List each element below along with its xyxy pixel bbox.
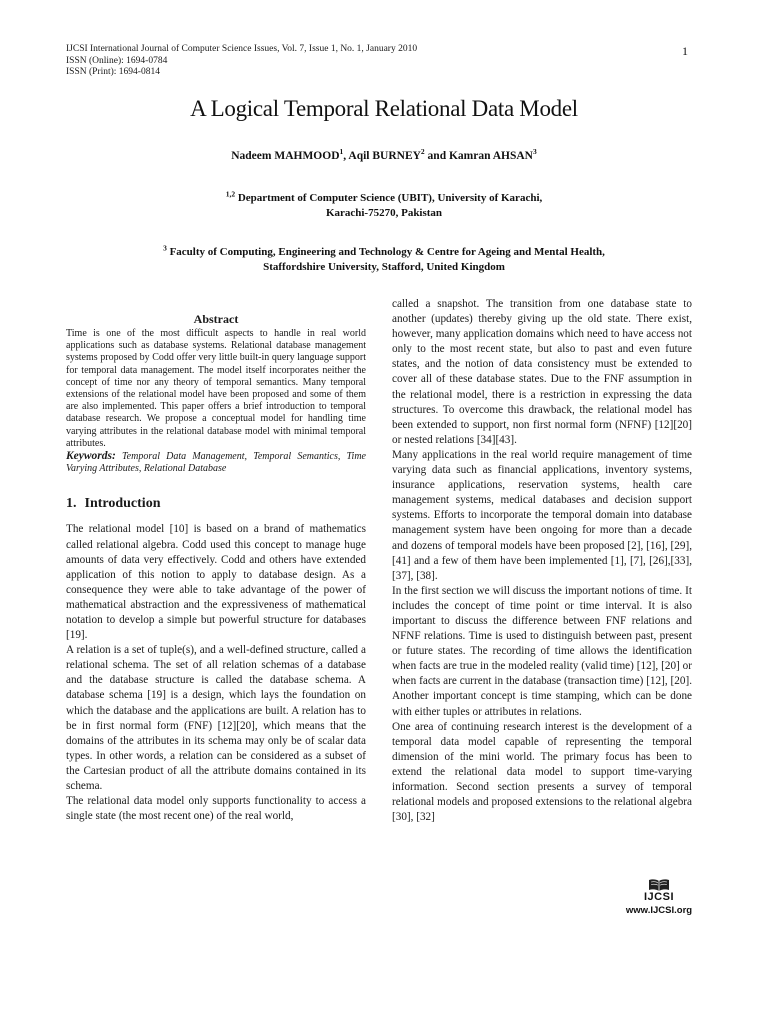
issn-print: ISSN (Print): 1694-0814 xyxy=(66,67,160,77)
keywords xyxy=(66,450,366,475)
author-affiliation-mark: 3 xyxy=(533,147,537,157)
paragraph: One area of continuing research interest is the development of a temporal data model capable of representing the temporal dimension of the mini world. The primary focus has been to extend the relational data model to support time-varying information. Second section presents a survey of temporal relational models and proposed extensions to the relational algebra [30], [32] xyxy=(392,720,692,824)
author-affiliation-mark: 2 xyxy=(420,147,425,157)
journal-citation: IJCSI International Journal of Computer Science Issues, Vol. 7, Issue 1, No. 1, January 2010 xyxy=(66,44,418,54)
author-name: Nadeem MAHMOOD xyxy=(231,150,340,162)
logo-name: IJCSI xyxy=(643,891,674,903)
affiliation-1 xyxy=(0,191,768,221)
affiliation-2 xyxy=(0,245,768,275)
paragraph: Many applications in the real world require management of time varying data such as financial applications, inventory systems, insurance applications, reservation systems, health care management systems, medical databases and decision support systems. Efforts to incorporate the temporal domain into database management system have been ongoing for more than a decade and dozens of temporal models have been proposed [2], [16], [29], [41] and a few of them have been implemented [1], [7], [26],[33], [37], [38]. xyxy=(392,448,692,582)
affiliation-line: Faculty of Computing, Engineering and Technology & Centre for Ageing and Mental Health, xyxy=(169,246,605,258)
section-number: 1. xyxy=(66,496,77,512)
affiliation-line: Department of Computer Science (UBIT), University of Karachi, xyxy=(237,192,543,204)
author-separator: , xyxy=(343,150,349,162)
affiliation-mark: 3 xyxy=(163,243,167,253)
open-book-icon xyxy=(648,878,670,892)
paragraph: called a snapshot. The transition from one database state to another (updates) thereby giving up the old state. There exist, however, many application domains which need to have access not only to the most recent state, but also to past and even future states, and the notion of data consistency must be extended to cover all of these database states. Due to the FNF assumption in the relational model, there is a restriction in expressing the data structures. To overcome this drawback, the relational model has been extended to support, non first normal form (NFNF) [12][20] or nested relations [34][43]. xyxy=(392,298,692,446)
affiliation-line: Karachi-75270, Pakistan xyxy=(325,207,443,219)
author-name: Aqil BURNEY xyxy=(348,150,421,162)
author-list xyxy=(0,147,768,162)
section-heading-introduction xyxy=(66,495,366,512)
right-column xyxy=(392,297,692,825)
logo-url: www.IJCSI.org xyxy=(625,905,693,916)
left-column xyxy=(66,312,366,824)
affiliation-mark: 1,2 xyxy=(225,189,236,199)
issn-online: ISSN (Online): 1694-0784 xyxy=(66,55,168,66)
ijcsi-logo xyxy=(620,878,698,916)
paragraph: A relation is a set of tuple(s), and a well-defined structure, called a relational schema. The set of all relation schemas of a database and the database structure is called the database schema. A database schema [19] is a design, which lays the foundation on which the database and the applications are built. A relation has to be in first normal form (FNF) [12][20], which means that the domains of the attributes in its schema may only be of scalar data types. In other words, a relation can be considered as a subset of the Cartesian product of all the attribute domains contained in its schema. xyxy=(66,644,366,793)
paper-title: A Logical Temporal Relational Data Model xyxy=(190,96,578,121)
abstract-heading: Abstract xyxy=(193,312,239,326)
author-affiliation-mark: 1 xyxy=(339,147,344,157)
author-separator: and xyxy=(424,150,449,162)
abstract-text: Time is one of the most difficult aspects to handle in real world applications such as database systems. Relational database management systems proposed by Codd offer very little built-in query language support for temporal data management. The model itself incorporates neither the concept of time nor any theory of temporal semantics. Many temporal extensions of the relational model have been proposed and some of them are also implemented. This paper offers a brief introduction to temporal database research. We propose a conceptual model for handling time varying attributes in the relational database model with minimal temporal attributes. xyxy=(66,328,366,449)
author-name: Kamran AHSAN xyxy=(448,150,533,162)
keywords-label: Keywords: xyxy=(66,450,116,463)
section-title: Introduction xyxy=(84,496,161,512)
paragraph: The relational data model only supports functionality to access a single state (the most recent one) of the real world, xyxy=(66,795,366,823)
keywords-list: Temporal Data Management, Temporal Semantics, Time Varying Attributes, Relational Database xyxy=(66,451,366,475)
paragraph: In the first section we will discuss the important notions of time. It includes the concept of time point or time interval. It is also important to discuss the difference between FNF relations and NFNF relations. Time is used to distinguish between past, present or future states. The recording of time allows the identification when facts are true in the modeled reality (valid time) [12], [20] or when facts are current in the database (transaction time) [12], [20]. Another important concept is time stamping, which can be done with either tuples or attributes in relations. xyxy=(392,584,692,718)
affiliation-line: Staffordshire University, Stafford, United Kingdom xyxy=(263,261,505,273)
paragraph: The relational model [10] is based on a brand of mathematics called relational algebra. Codd used this concept to manage huge amounts of data very effectively. Codd and others have extended application of this notion to apply to database design. As a consequence they were able to take advantage of the power of mathematical abstraction and the expressiveness of mathematical notation to develop a simple but powerful structure for databases [19]. xyxy=(66,523,366,642)
page-number: 1 xyxy=(682,44,688,58)
journal-header xyxy=(66,44,417,79)
